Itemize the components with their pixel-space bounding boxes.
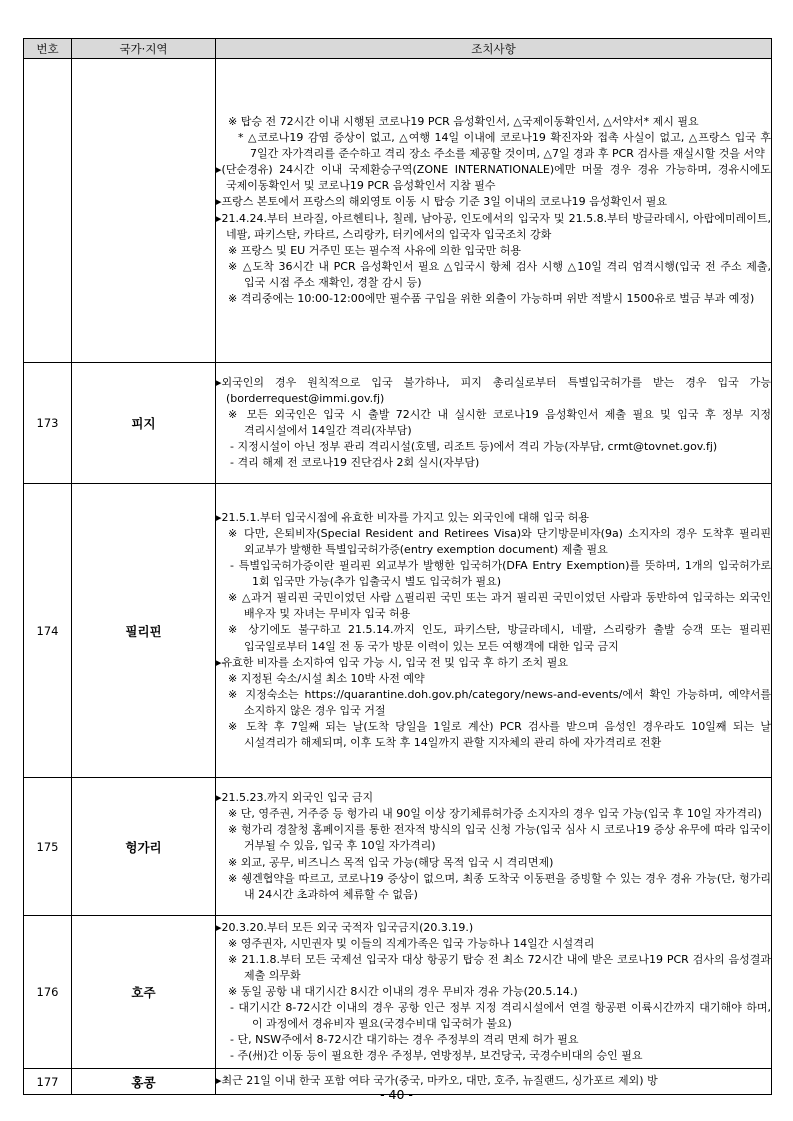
measure-item: ▸최근 21일 이내 한국 포함 여타 국가(중국, 마카오, 대만, 호주, 뉴질랜드, 싱가포르 제외) 방: [216, 1074, 658, 1088]
header-number: 번호: [24, 39, 72, 59]
measures-table: [23, 38, 772, 1095]
measure-item: ▸21.5.1.부터 입국시점에 유효한 비자를 가지고 있는 외국인에 대해 입국 허용: [216, 510, 590, 524]
measure-item: ※ △도착 36시간 내 PCR 음성확인서 필요 △입국시 항체 검사 시행 △10일 격리 엄격시행(입국 전 주소 제출, 입국 시점 주소 재확인, 경찰 감시 등): [228, 259, 771, 289]
row-number: 173: [24, 363, 72, 484]
measure-item: ※ 단, 영주권, 거주증 등 헝가리 내 90일 이상 장기체류허가증 소지자의 경우 입국 가능(입국 후 10일 자가격리): [228, 807, 762, 821]
row-measures: [216, 363, 772, 484]
header-country: 국가·지역: [72, 39, 216, 59]
header-measures: 조치사항: [216, 39, 772, 59]
table-row: [24, 916, 772, 1069]
row-measures: [216, 484, 772, 778]
measure-item: ※ 영주권자, 시민권자 및 이들의 직계가족은 입국 가능하나 14일간 시설격리: [228, 936, 595, 950]
measure-item: ※ 프랑스 및 EU 거주민 또는 필수적 사유에 의한 입국만 허용: [228, 243, 521, 257]
measure-item: ※ 헝가리 경찰청 홈페이지를 통한 전자적 방식의 입국 신청 가능(입국 심사 시 코로나19 증상 유무에 따라 입국이 거부될 수 있음, 입국 후 10일 자가격리): [228, 823, 771, 853]
measure-item: - 단, NSW주에서 8-72시간 대기하는 경우 주정부의 격리 면제 허가 필요: [230, 1033, 579, 1047]
measure-item: ※ 21.1.8.부터 모든 국제선 입국자 대상 항공기 탑승 전 최소 72시간 내에 받은 코로나19 PCR 검사의 음성결과 제출 의무화: [228, 952, 771, 982]
measure-item: ※ 지정숙소는 https://quarantine.doh.gov.ph/category/news-and-events/에서 확인 가능하며, 예약서를 소지하지 않은 경우 입국 거절: [228, 687, 771, 717]
measure-item: ※ 모든 외국인은 입국 시 출발 72시간 내 실시한 코로나19 음성확인서 제출 필요 및 입국 후 정부 지정 격리시설에서 14일간 격리(자부담): [228, 407, 771, 437]
row-country: 헝가리: [72, 778, 216, 916]
table-row: [24, 778, 772, 916]
row-country: 홍콩: [72, 1069, 216, 1095]
row-country: 호주: [72, 916, 216, 1069]
measure-item: ▸(단순경유) 24시간 이내 국제환승구역(ZONE INTERNATIONALE)에만 머물 경우 경유 가능하며, 경유시에도 국제이동확인서 및 코로나19 PCR 음성확인서 지참 필수: [216, 163, 771, 193]
table-body: [24, 59, 772, 1095]
measure-item: - 대기시간 8-72시간 이내의 경우 공항 인근 정부 지정 격리시설에서 연결 항공편 이륙시간까지 대기해야 하며, 이 과정에서 경유비자 필요(국경수비대 입국허가 불요): [230, 1001, 771, 1031]
measure-item: ※ 다만, 은퇴비자(Special Resident and Retirees Visa)와 단기방문비자(9a) 소지자의 경우 도착후 필리핀 외교부가 발행한 특별입국허가증(entry exemption document) 제출 필요: [228, 526, 771, 556]
measure-item: - 주(州)간 이동 등이 필요한 경우 주정부, 연방정부, 보건당국, 국경수비대의 승인 필요: [230, 1049, 643, 1063]
row-number: 174: [24, 484, 72, 778]
row-measures: [216, 59, 772, 363]
table-row: [24, 363, 772, 484]
page-number: - 40 -: [380, 1087, 413, 1102]
row-measures: [216, 778, 772, 916]
measure-item: ▸21.5.23.까지 외국인 입국 금지: [216, 791, 374, 805]
measure-item: ※ 외교, 공무, 비즈니스 목적 입국 가능(해당 목적 입국 시 격리면제): [228, 855, 554, 869]
row-country: 필리핀: [72, 484, 216, 778]
measure-item: ※ 탑승 전 72시간 이내 시행된 코로나19 PCR 음성확인서, △국제이동확인서, △서약서* 제시 필요: [228, 114, 699, 128]
row-number: 177: [24, 1069, 72, 1095]
measure-item: ※ 동일 공항 내 대기시간 8시간 이내의 경우 무비자 경유 가능(20.5.14.): [228, 984, 578, 998]
measure-item: ▸유효한 비자를 소지하여 입국 가능 시, 입국 전 및 입국 후 하기 조치 필요: [216, 655, 568, 669]
measure-item: ※ 상기에도 불구하고 21.5.14.까지 인도, 파키스탄, 방글라데시, 네팔, 스리랑카 출발 승객 또는 필리핀 입국일로부터 14일 전 동 국가 방문 이력이 있는 모든 여행객에 대한 입국 금지: [228, 623, 771, 653]
row-country: [72, 59, 216, 363]
measure-item: ▸21.4.24.부터 브라질, 아르헨티나, 칠레, 남아공, 인도에서의 입국자 및 21.5.8.부터 방글라데시, 아랍에미레이트, 네팔, 파키스탄, 카타르, 스리랑카, 터키에서의 입국자 입국조치 강화: [216, 211, 771, 241]
row-measures: [216, 916, 772, 1069]
measure-item: - 격리 해제 전 코로나19 진단검사 2회 실시(자부담): [230, 456, 480, 470]
measure-item: * △코로나19 감염 증상이 없고, △여행 14일 이내에 코로나19 확진자와 접촉 사실이 없고, △프랑스 입국 후 7일간 자가격리를 준수하고 격리 장소 주소를 제공할 것이며, △7일 경과 후 PCR 검사를 재실시할 것을 서약: [238, 131, 771, 161]
row-number: 176: [24, 916, 72, 1069]
measure-item: ※ △과거 필리핀 국민이었던 사람 △필리핀 국민 또는 과거 필리핀 국민이었던 사람과 동반하여 입국하는 외국인 배우자 및 자녀는 무비자 입국 허용: [228, 591, 771, 621]
measure-item: ※ 격리중에는 10:00-12:00에만 필수품 구입을 위한 외출이 가능하며 위반 적발시 1500유로 벌금 부과 예정): [228, 291, 755, 305]
measure-item: - 지정시설이 아닌 정부 관리 격리시설(호텔, 리조트 등)에서 격리 가능(자부담, crmt@tovnet.gov.fj): [230, 440, 718, 454]
measure-item: ※ 도착 후 7일째 되는 날(도착 당일을 1일로 계산) PCR 검사를 받으며 음성인 경우라도 10일째 되는 날 시설격리가 해제되며, 이후 도착 후 14일까지 관할 지자체의 관리 하에 자가격리로 전환: [228, 720, 771, 750]
row-country: 피지: [72, 363, 216, 484]
measure-item: ▸20.3.20.부터 모든 외국 국적자 입국금지(20.3.19.): [216, 920, 474, 934]
table-row: [24, 484, 772, 778]
measure-item: ※ 쉥겐협약을 따르고, 코로나19 증상이 없으며, 최종 도착국 이동편을 증빙할 수 있는 경우 경유 가능(단, 헝가리 내 24시간 초과하여 체류할 수 없음): [228, 871, 771, 901]
measure-item: ※ 지정된 숙소/시설 최소 10박 사전 예약: [228, 671, 425, 685]
row-number: [24, 59, 72, 363]
measure-item: ▸외국인의 경우 원칙적으로 입국 불가하나, 피지 총리실로부터 특별입국허가를 받는 경우 입국 가능(borderrequest@immi.gov.fj): [216, 375, 771, 405]
measure-item: - 특별입국허가증이란 필리핀 외교부가 발행한 입국허가(DFA Entry Exemption)를 뜻하며, 1개의 입국허가로 1회 입국만 가능(추가 입출국시 별도 입국허가 필요): [230, 559, 771, 589]
measure-item: ▸프랑스 본토에서 프랑스의 해외영토 이동 시 탑승 기준 3일 이내의 코로나19 음성확인서 필요: [216, 195, 668, 209]
table-row: [24, 59, 772, 363]
row-number: 175: [24, 778, 72, 916]
table-header-row: [24, 39, 772, 59]
